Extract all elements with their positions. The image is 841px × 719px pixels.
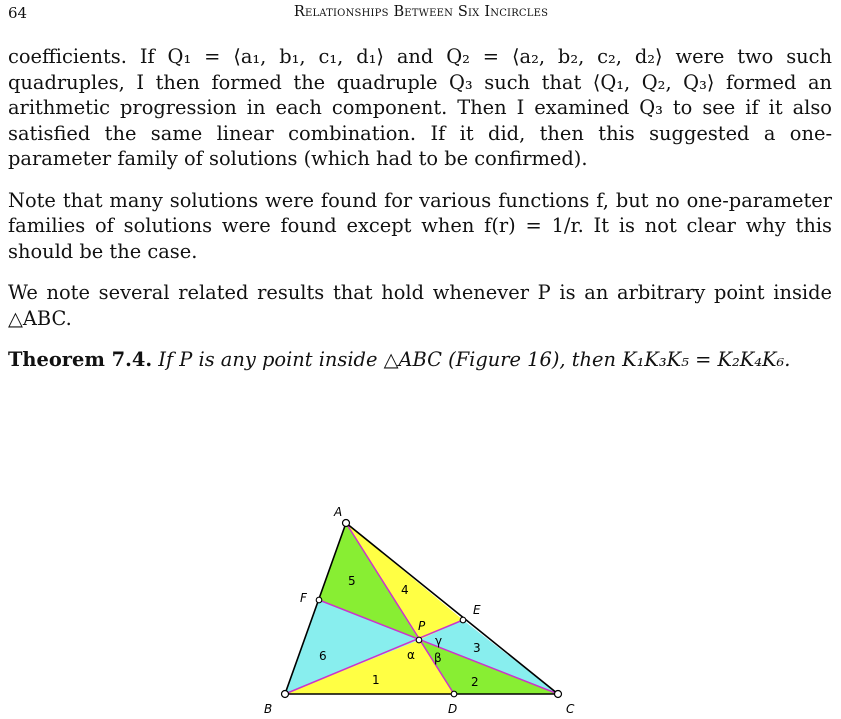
label-C: C [566,702,575,716]
point-D [451,691,457,697]
paragraph-1: coefficients. If Q₁ = ⟨a₁, b₁, c₁, d₁⟩ and Q₂ = ⟨a₂, b₂, c₂, d₂⟩ were two such quadruples, I then formed the quadruple Q₃ such that ⟨Q₁, Q₂, Q₃⟩ formed an arithmetic progression in each component. Then I examined Q₃ to see if it also satisfied the same linear combination. If it did, then this suggested a one-parameter family of solutions (which had to be confirmed). [8,45,832,170]
label-E: E [473,603,481,617]
page-number: 64 [8,4,28,22]
paragraph-3: We note several related results that hold whenever P is an arbitrary point inside △ABC. [8,281,832,330]
angle-label-alpha: α [407,648,415,662]
region-label-5: 5 [348,574,356,588]
running-title: Relationships Between Six Incircles [293,4,549,20]
region-label-2: 2 [471,675,479,689]
region-label-6: 6 [319,649,327,663]
label-B: B [264,702,273,716]
region-label-1: 1 [372,673,380,687]
region-label-4: 4 [401,583,409,597]
paragraph-2: Note that many solutions were found for various functions f, but no one-parameter families of solutions were found except when f(r) = 1/r. It is not clear why this should be the case. [8,188,832,263]
angle-label-beta: β [434,651,442,665]
label-A: A [334,505,343,519]
angle-label-gamma: γ [435,634,443,648]
theorem-heading: Theorem 7.4. [8,348,153,371]
point-E [460,617,466,623]
label-D: D [448,702,458,716]
point-C [555,691,562,698]
theorem-statement: If P is any point inside △ABC (Figure 16), then K₁K₃K₅ = K₂K₄K₆. [158,348,791,371]
point-F [316,597,322,603]
point-P [416,637,422,643]
point-B [282,691,289,698]
region-label-3: 3 [473,641,481,655]
point-A [343,520,350,527]
label-P: P [418,619,426,633]
label-F: F [300,591,307,605]
